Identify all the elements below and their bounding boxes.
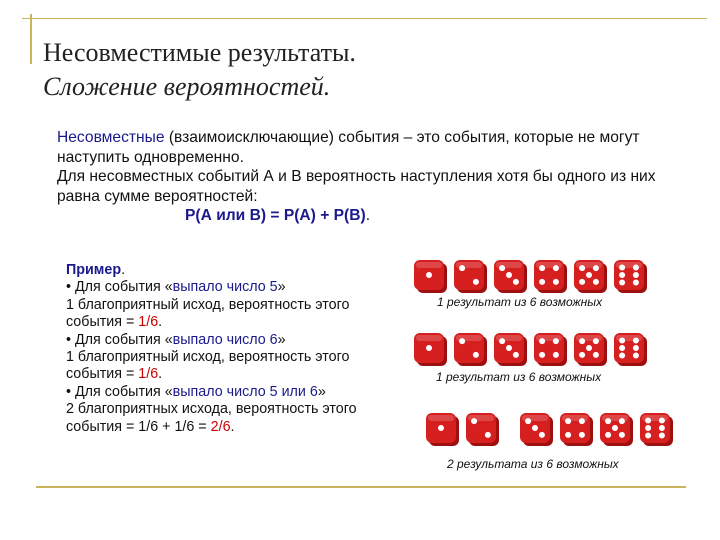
event-suffix: » [317, 383, 326, 400]
die-pip [593, 279, 599, 285]
die-icon [520, 413, 553, 446]
event-name: выпало число 5 [172, 279, 278, 296]
die-pip [633, 265, 639, 271]
die-pip [459, 338, 465, 344]
die-icon [494, 333, 527, 366]
die-pip [619, 338, 625, 344]
die-icon [574, 260, 607, 293]
event-prefix: • Для события « [66, 279, 173, 296]
die-pip [499, 338, 505, 344]
die-pip [471, 418, 477, 424]
formula-dot: . [365, 207, 371, 225]
die-pip [426, 272, 432, 278]
die-pip [565, 418, 571, 424]
dice-row [426, 413, 673, 471]
die-pip [532, 425, 538, 431]
die-pip [553, 338, 559, 344]
outcome-text: 1 благоприятный исход, вероятность этого события = [66, 349, 350, 383]
die-pip [553, 265, 559, 271]
bottom-rule [36, 486, 686, 488]
die-pip [619, 432, 625, 438]
event-prefix: • Для события « [66, 383, 173, 400]
die-pip [645, 418, 651, 424]
sentence-end: . [158, 314, 163, 331]
event-name: выпало число 6 [172, 331, 278, 348]
die-icon [426, 413, 459, 446]
die-icon [414, 333, 447, 366]
die-pip [459, 265, 465, 271]
die-pip [579, 338, 585, 344]
dice-caption: 1 результат из 6 возможных [437, 295, 603, 309]
die-pip [539, 279, 545, 285]
die-pip [659, 425, 665, 431]
die-pip [473, 279, 479, 285]
die-pip [506, 272, 512, 278]
die-pip [633, 280, 639, 286]
event-name: выпало число 5 или 6 [172, 383, 318, 400]
die-pip [633, 353, 639, 359]
die-pip [525, 418, 531, 424]
formula-text: Р(А или В) = Р(А) + Р(В) [185, 207, 366, 225]
event-prefix: • Для события « [66, 331, 173, 348]
die-pip [605, 432, 611, 438]
die-icon [560, 413, 593, 446]
die-pip [539, 352, 545, 358]
probability-value: 2/6 [210, 418, 231, 435]
die-icon [534, 260, 567, 293]
sum-rule-text: Для несовместных событий А и В вероятность наступления хотя бы одного из них равна сумме вероятностей: [57, 168, 656, 205]
dice-caption: 1 результат из 6 возможных [436, 370, 602, 384]
die-pip [633, 338, 639, 344]
die-pip [485, 432, 491, 438]
die-pip [659, 433, 665, 439]
outcome-text: 1 благоприятный исход, вероятность этого события = [66, 296, 350, 331]
example-header-dot: . [121, 262, 126, 278]
die-pip [659, 418, 665, 424]
title-line-2: Сложение вероятностей. [43, 72, 331, 101]
sentence-end: . [158, 366, 163, 383]
term-paren: (взаимоисключающие) [164, 129, 339, 146]
die-pip [586, 345, 592, 351]
probability-expression: 1/6 + 1/6 = [138, 418, 211, 435]
die-pip [579, 279, 585, 285]
die-icon [614, 333, 647, 366]
die-pip [539, 432, 545, 438]
die-pip [579, 265, 585, 271]
die-icon [600, 413, 633, 446]
die-pip [593, 265, 599, 271]
die-pip [506, 345, 512, 351]
die-pip [619, 345, 625, 351]
die-pip [619, 272, 625, 278]
die-pip [553, 352, 559, 358]
die-pip [438, 425, 444, 431]
dice-row [414, 333, 647, 384]
dice-caption: 2 результата из 6 возможных [447, 457, 619, 471]
title-line-1: Несовместимые результаты. [43, 38, 356, 67]
die-pip [612, 425, 618, 431]
die-pip [539, 338, 545, 344]
example-header-text: Пример [66, 262, 122, 278]
die-pip [633, 272, 639, 278]
event-suffix: » [277, 331, 286, 348]
die-icon [454, 260, 487, 293]
dice-row [414, 260, 647, 309]
die-icon [640, 413, 673, 446]
die-pip [426, 345, 432, 351]
die-pip [619, 418, 625, 424]
die-pip [645, 433, 651, 439]
die-pip [513, 279, 519, 285]
die-icon [466, 413, 499, 446]
die-pip [619, 353, 625, 359]
die-pip [553, 279, 559, 285]
die-pip [586, 272, 592, 278]
die-icon [414, 260, 447, 293]
die-pip [619, 280, 625, 286]
probability-value: 1/6 [138, 314, 159, 331]
term-incompatible: Несовместные [57, 129, 165, 146]
die-pip [579, 432, 585, 438]
probability-value: 1/6 [138, 366, 159, 383]
die-pip [565, 432, 571, 438]
die-pip [473, 352, 479, 358]
die-icon [614, 260, 647, 293]
definition-rest: события – это события, которые не могут наступить одновременно. [57, 129, 640, 166]
die-pip [633, 345, 639, 351]
event-suffix: » [277, 279, 286, 296]
outcome-text: 2 благоприятных исхода, вероятность этого события = [66, 401, 357, 435]
die-pip [593, 352, 599, 358]
die-pip [605, 418, 611, 424]
die-pip [645, 425, 651, 431]
die-icon [454, 333, 487, 366]
die-pip [513, 352, 519, 358]
die-icon [574, 333, 607, 366]
sentence-end: . [230, 418, 235, 435]
die-icon [494, 260, 527, 293]
die-pip [579, 418, 585, 424]
die-pip [499, 265, 505, 271]
die-pip [539, 265, 545, 271]
die-pip [619, 265, 625, 271]
die-icon [534, 333, 567, 366]
die-pip [579, 352, 585, 358]
die-pip [593, 338, 599, 344]
